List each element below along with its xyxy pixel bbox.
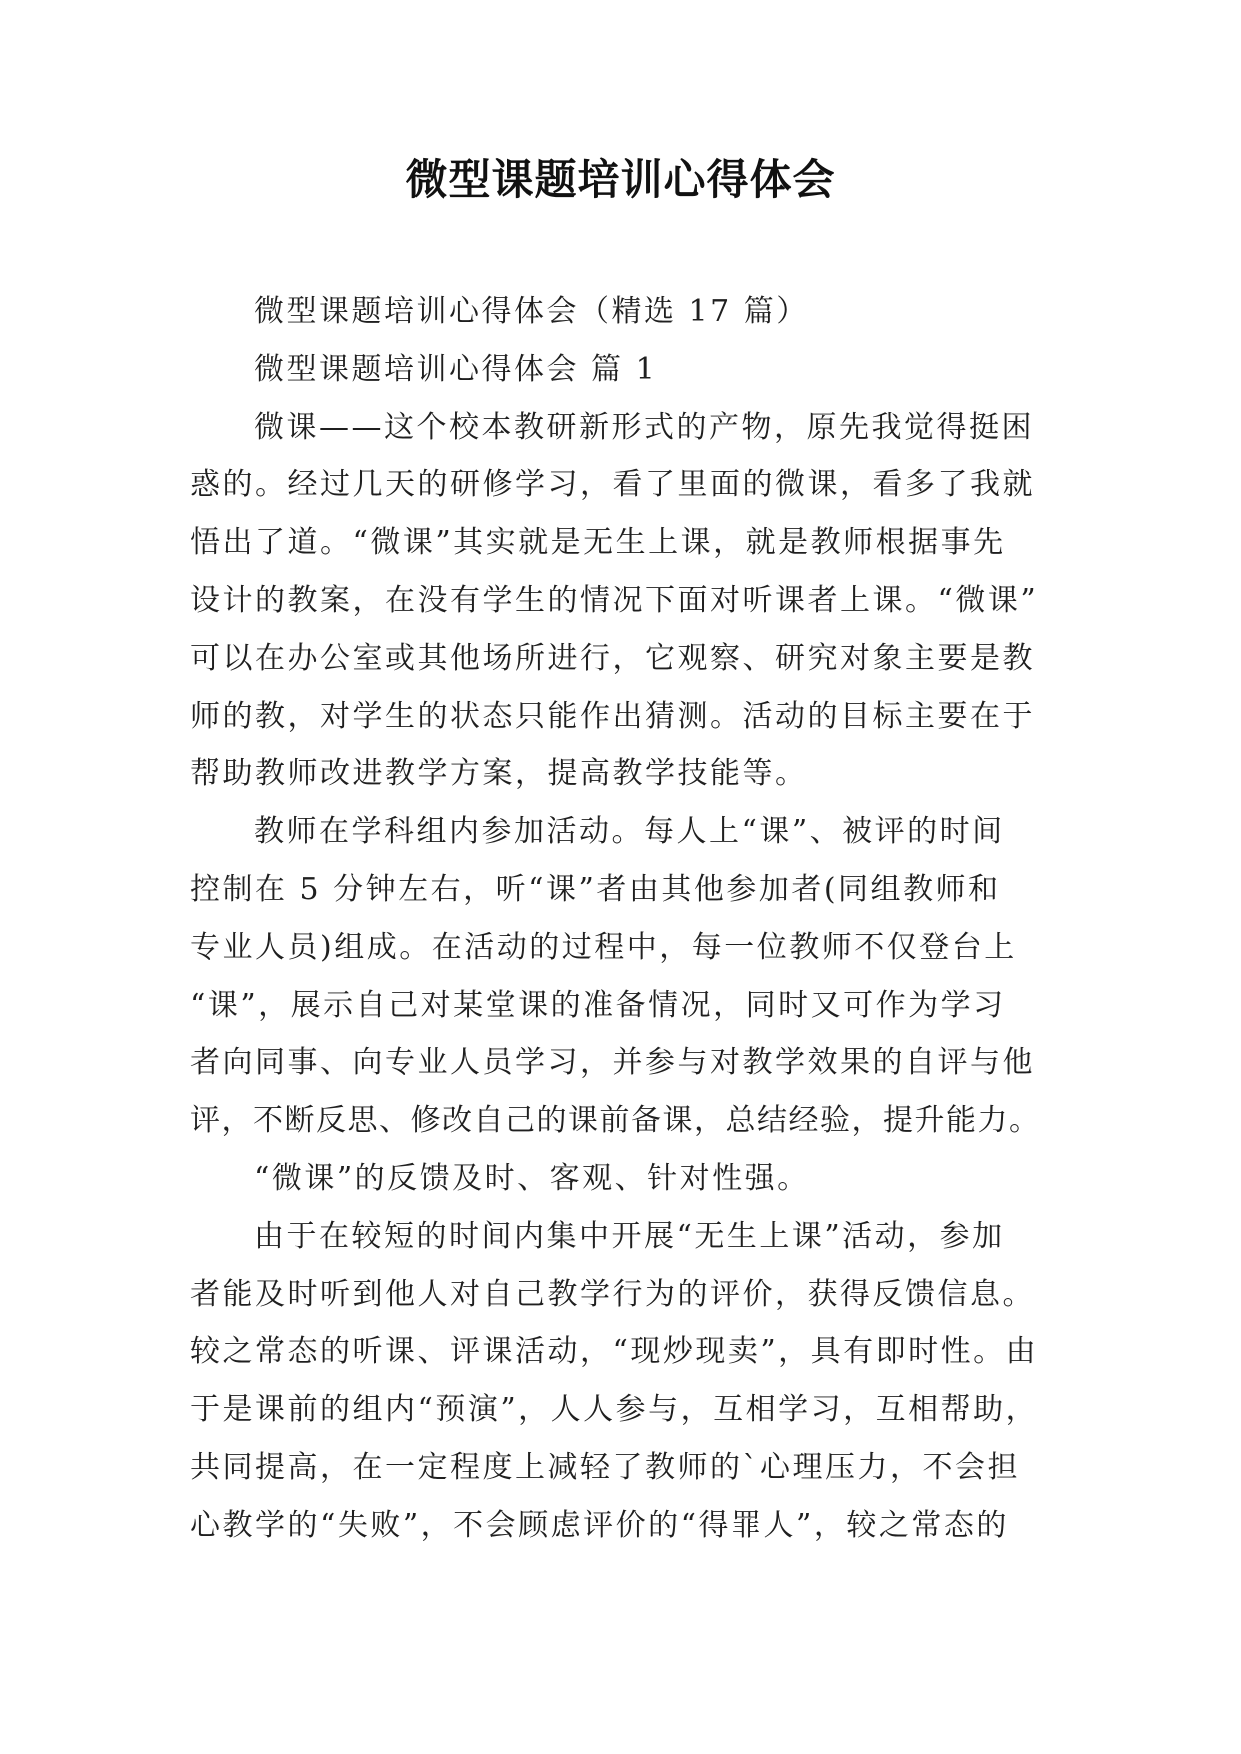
document-title: 微型课题培训心得体会	[405, 155, 836, 204]
text-line: 帮助教师改进教学方案，提高教学技能等。	[190, 756, 808, 792]
text-line: 者能及时听到他人对自己教学行为的评价，获得反馈信息。	[190, 1276, 1035, 1312]
text-line: 较之常态的听课、评课活动，“现炒现卖”，具有即时性。由	[190, 1334, 1039, 1370]
text-line: 设计的教案，在没有学生的情况下面对听课者上课。“微课”	[190, 582, 1039, 618]
text-line: 教师在学科组内参加活动。每人上“课”、被评的时间	[254, 814, 1005, 850]
text-line: 心教学的“失败”，不会顾虑评价的“得罪人”，较之常态的	[190, 1507, 1009, 1543]
text-line: “课”，展示自己对某堂课的准备情况，同时又可作为学习	[190, 987, 1006, 1023]
text-line: 悟出了道。“微课”其实就是无生上课，就是教师根据事先	[190, 525, 1006, 561]
text-line: 师的教，对学生的状态只能作出猜测。活动的目标主要在于	[190, 698, 1035, 734]
text-line: 惑的。经过几天的研修学习，看了里面的微课，看多了我就	[190, 467, 1035, 503]
text-line: 微型课题培训心得体会（精选 17 篇）	[254, 294, 809, 329]
text-line: 由于在较短的时间内集中开展“无生上课”活动，参加	[254, 1218, 1005, 1254]
text-line: 可以在办公室或其他场所进行，它观察、研究对象主要是教	[190, 640, 1035, 676]
text-line: 评，不断反思、修改自己的课前备课，总结经验，提升能力。	[190, 1103, 1041, 1139]
text-line: 共同提高，在一定程度上减轻了教师的`心理压力，不会担	[190, 1449, 1020, 1485]
text-line: 微课——这个校本教研新形式的产物，原先我觉得挺困	[254, 409, 1034, 445]
text-line: 微型课题培训心得体会 篇 1	[254, 351, 658, 387]
text-line: 控制在 5 分钟左右，听“课”者由其他参加者(同组教师和	[190, 871, 1001, 907]
text-line: 者向同事、向专业人员学习，并参与对教学效果的自评与他	[190, 1045, 1035, 1081]
text-line: 专业人员)组成。在活动的过程中，每一位教师不仅登台上	[190, 929, 1017, 965]
document-body	[190, 283, 1050, 1555]
text-line: 于是课前的组内“预演”，人人参与，互相学习，互相帮助，	[190, 1392, 1039, 1428]
text-line: “微课”的反馈及时、客观、针对性强。	[254, 1160, 810, 1196]
